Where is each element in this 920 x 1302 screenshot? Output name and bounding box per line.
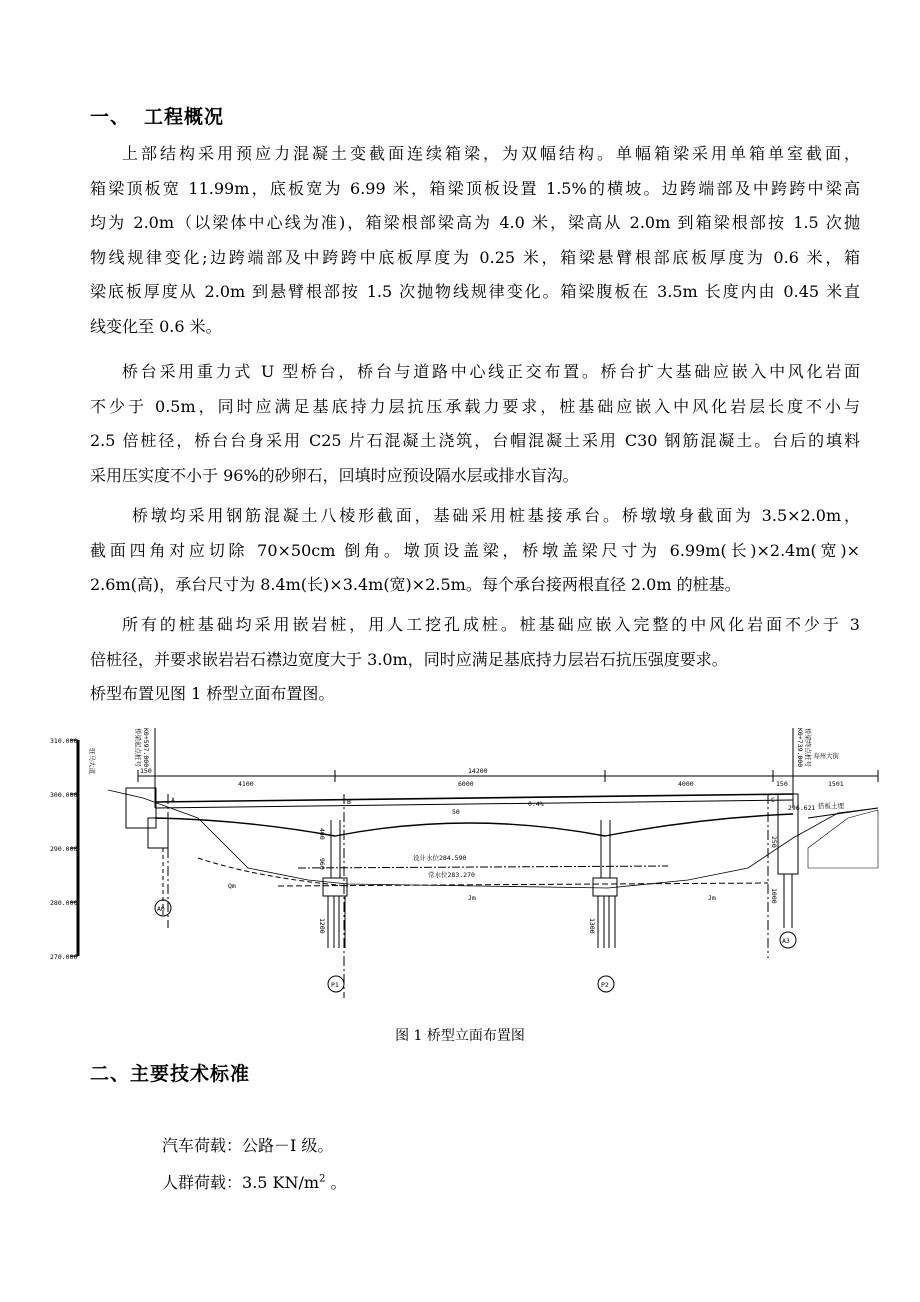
- right-station-label: K0+739.000: [796, 728, 804, 768]
- right-road-label: 寿州大街: [813, 752, 839, 760]
- standard-superscript: 2: [319, 1173, 326, 1185]
- elevation-right-label: 296.621: [788, 804, 816, 812]
- figure-caption: 图 1 桥型立面布置图: [395, 1028, 525, 1044]
- end-left-label: 150: [140, 767, 152, 775]
- total-length-label: 14200: [468, 767, 488, 775]
- section-mark: B: [347, 798, 351, 806]
- span-length-label: 6000: [458, 780, 474, 788]
- design-water-label: 设计水位284.590: [413, 854, 467, 862]
- dim-label: 960: [318, 858, 326, 870]
- left-station-note: 桥梁起点桩号: [134, 728, 142, 767]
- section-2-heading: 二、主要技术标准: [90, 1063, 251, 1085]
- text-line: 2.6m(高)，承台尺寸为 8.4m(长)×3.4m(宽)×2.5m。每个承台接两根直径 2.0m 的桩基。: [90, 575, 741, 594]
- pier-label: A0: [157, 905, 165, 913]
- elevation-label: 290.000: [50, 845, 78, 853]
- text-line: 桥型布置见图 1 桥型立面布置图。: [90, 684, 335, 703]
- right-extra-label: 1501: [828, 780, 844, 788]
- dim-label: 1300: [588, 918, 596, 934]
- standard-item-vehicle: [162, 1133, 333, 1156]
- section-1-number: 一、: [90, 106, 131, 128]
- bridge-elevation-drawing: [48, 718, 888, 1008]
- left-station-label: K0+597.000: [142, 728, 150, 768]
- soil-label: Qm: [228, 882, 236, 890]
- span-length-label: 4100: [238, 780, 254, 788]
- elevation-label: 280.000: [50, 899, 78, 907]
- standard-value: 公路－I 级。: [242, 1136, 334, 1155]
- right-station-note: 桥梁终点桩号: [804, 728, 812, 767]
- left-road-label: 驻马大道: [88, 748, 96, 774]
- end-right-label: 150: [776, 780, 788, 788]
- text-line: 均为 2.0m（以梁体中心线为准)，箱梁根部梁高为 4.0 米，梁高从 2.0m 到箱梁根部按 1.5 次抛: [90, 213, 860, 232]
- standard-item-crowd: [162, 1170, 347, 1193]
- soil-label: Jm: [708, 894, 716, 902]
- text-line: 桥台采用重力式 U 型桥台，桥台与道路中心线正交布置。桥台扩大基础应嵌入中风化岩面: [122, 362, 860, 381]
- text-line: 采用压实度不小于 96%的砂卵石，回填时应预设隔水层或排水盲沟。: [90, 465, 579, 485]
- elevation-label: 310.000: [50, 737, 78, 745]
- slope-label: 0.4%: [528, 800, 544, 808]
- text-line: 梁底板厚度从 2.0m 到悬臂根部按 1.5 次抛物线规律变化。箱梁腹板在 3.5m 长度内由 0.45 米直: [90, 282, 860, 301]
- standard-label: 汽车荷载：: [162, 1136, 243, 1155]
- span-length-label: 4000: [678, 780, 694, 788]
- dim-label: 1200: [318, 918, 326, 934]
- elevation-label: 270.000: [50, 953, 78, 961]
- text-line: 不少于 0.5m，同时应满足基底持力层抗压承载力要求，桩基础应嵌入中风化岩层长度不小与: [90, 396, 860, 416]
- standard-label: 人群荷载：: [162, 1173, 243, 1192]
- section-mark: A: [171, 796, 175, 804]
- paragraph-superstructure: [90, 137, 860, 344]
- text-line: 物线规律变化;边跨端部及中跨跨中底板厚度为 0.25 米，箱梁悬臂根部底板厚度为 0.6 米，箱: [90, 247, 860, 267]
- paragraph-pier: [90, 499, 860, 603]
- paragraph-figure-reference: [90, 677, 860, 712]
- standard-tail: 。: [325, 1173, 347, 1192]
- standard-value: 3.5 KN/m: [242, 1173, 320, 1192]
- text-line: 线变化至 0.6 米。: [90, 316, 222, 336]
- pier-label: A3: [782, 937, 790, 945]
- pier-label: P1: [331, 981, 339, 989]
- paragraph-abutment: [90, 355, 860, 493]
- text-line: 箱梁顶板宽 11.99m，底板宽为 6.99 米，箱梁顶板设置 1.5%的横坡。边跨端部及中跨跨中梁高: [90, 178, 860, 198]
- text-line: 桥墩均采用钢筋混凝土八棱形截面，基础采用桩基接承台。桥墩墩身截面为 3.5×2.0m，: [132, 506, 860, 525]
- section-1-heading: [90, 102, 224, 129]
- dim-label: 1000: [770, 888, 778, 904]
- soil-label: Jm: [468, 894, 476, 902]
- dim-label: 50: [452, 808, 460, 816]
- text-line: 截面四角对应切除 70×50cm 倒角。墩顶设盖梁，桥墩盖梁尺寸为 6.99m(长)×2.4m(宽)×: [90, 540, 860, 560]
- dim-label: 250: [770, 836, 778, 848]
- elevation-label: 300.000: [50, 791, 78, 799]
- dim-label: 400: [318, 828, 326, 840]
- text-line: 2.5 倍桩径，桥台台身采用 C25 片石混凝土浇筑，台帽混凝土采用 C30 钢筋混凝土。台后的填料: [90, 431, 860, 450]
- normal-water-label: 常水位283.270: [428, 871, 475, 879]
- section-mark: C: [771, 796, 775, 804]
- right-note-label: 搭板土埋: [818, 802, 844, 810]
- text-line: 倍桩径，并要求嵌岩岩石襟边宽度大于 3.0m，同时应满足基底持力层岩石抗压强度要求。: [90, 649, 728, 669]
- pier-label: P2: [601, 981, 609, 989]
- text-line: 所有的桩基础均采用嵌岩桩，用人工挖孔成桩。桩基础应嵌入完整的中风化岩面不少于 3: [122, 615, 860, 634]
- text-line: 上部结构采用预应力混凝土变截面连续箱梁，为双幅结构。单幅箱梁采用单箱单室截面，: [122, 144, 860, 163]
- paragraph-pile: [90, 608, 860, 677]
- section-1-title: 工程概况: [144, 106, 225, 128]
